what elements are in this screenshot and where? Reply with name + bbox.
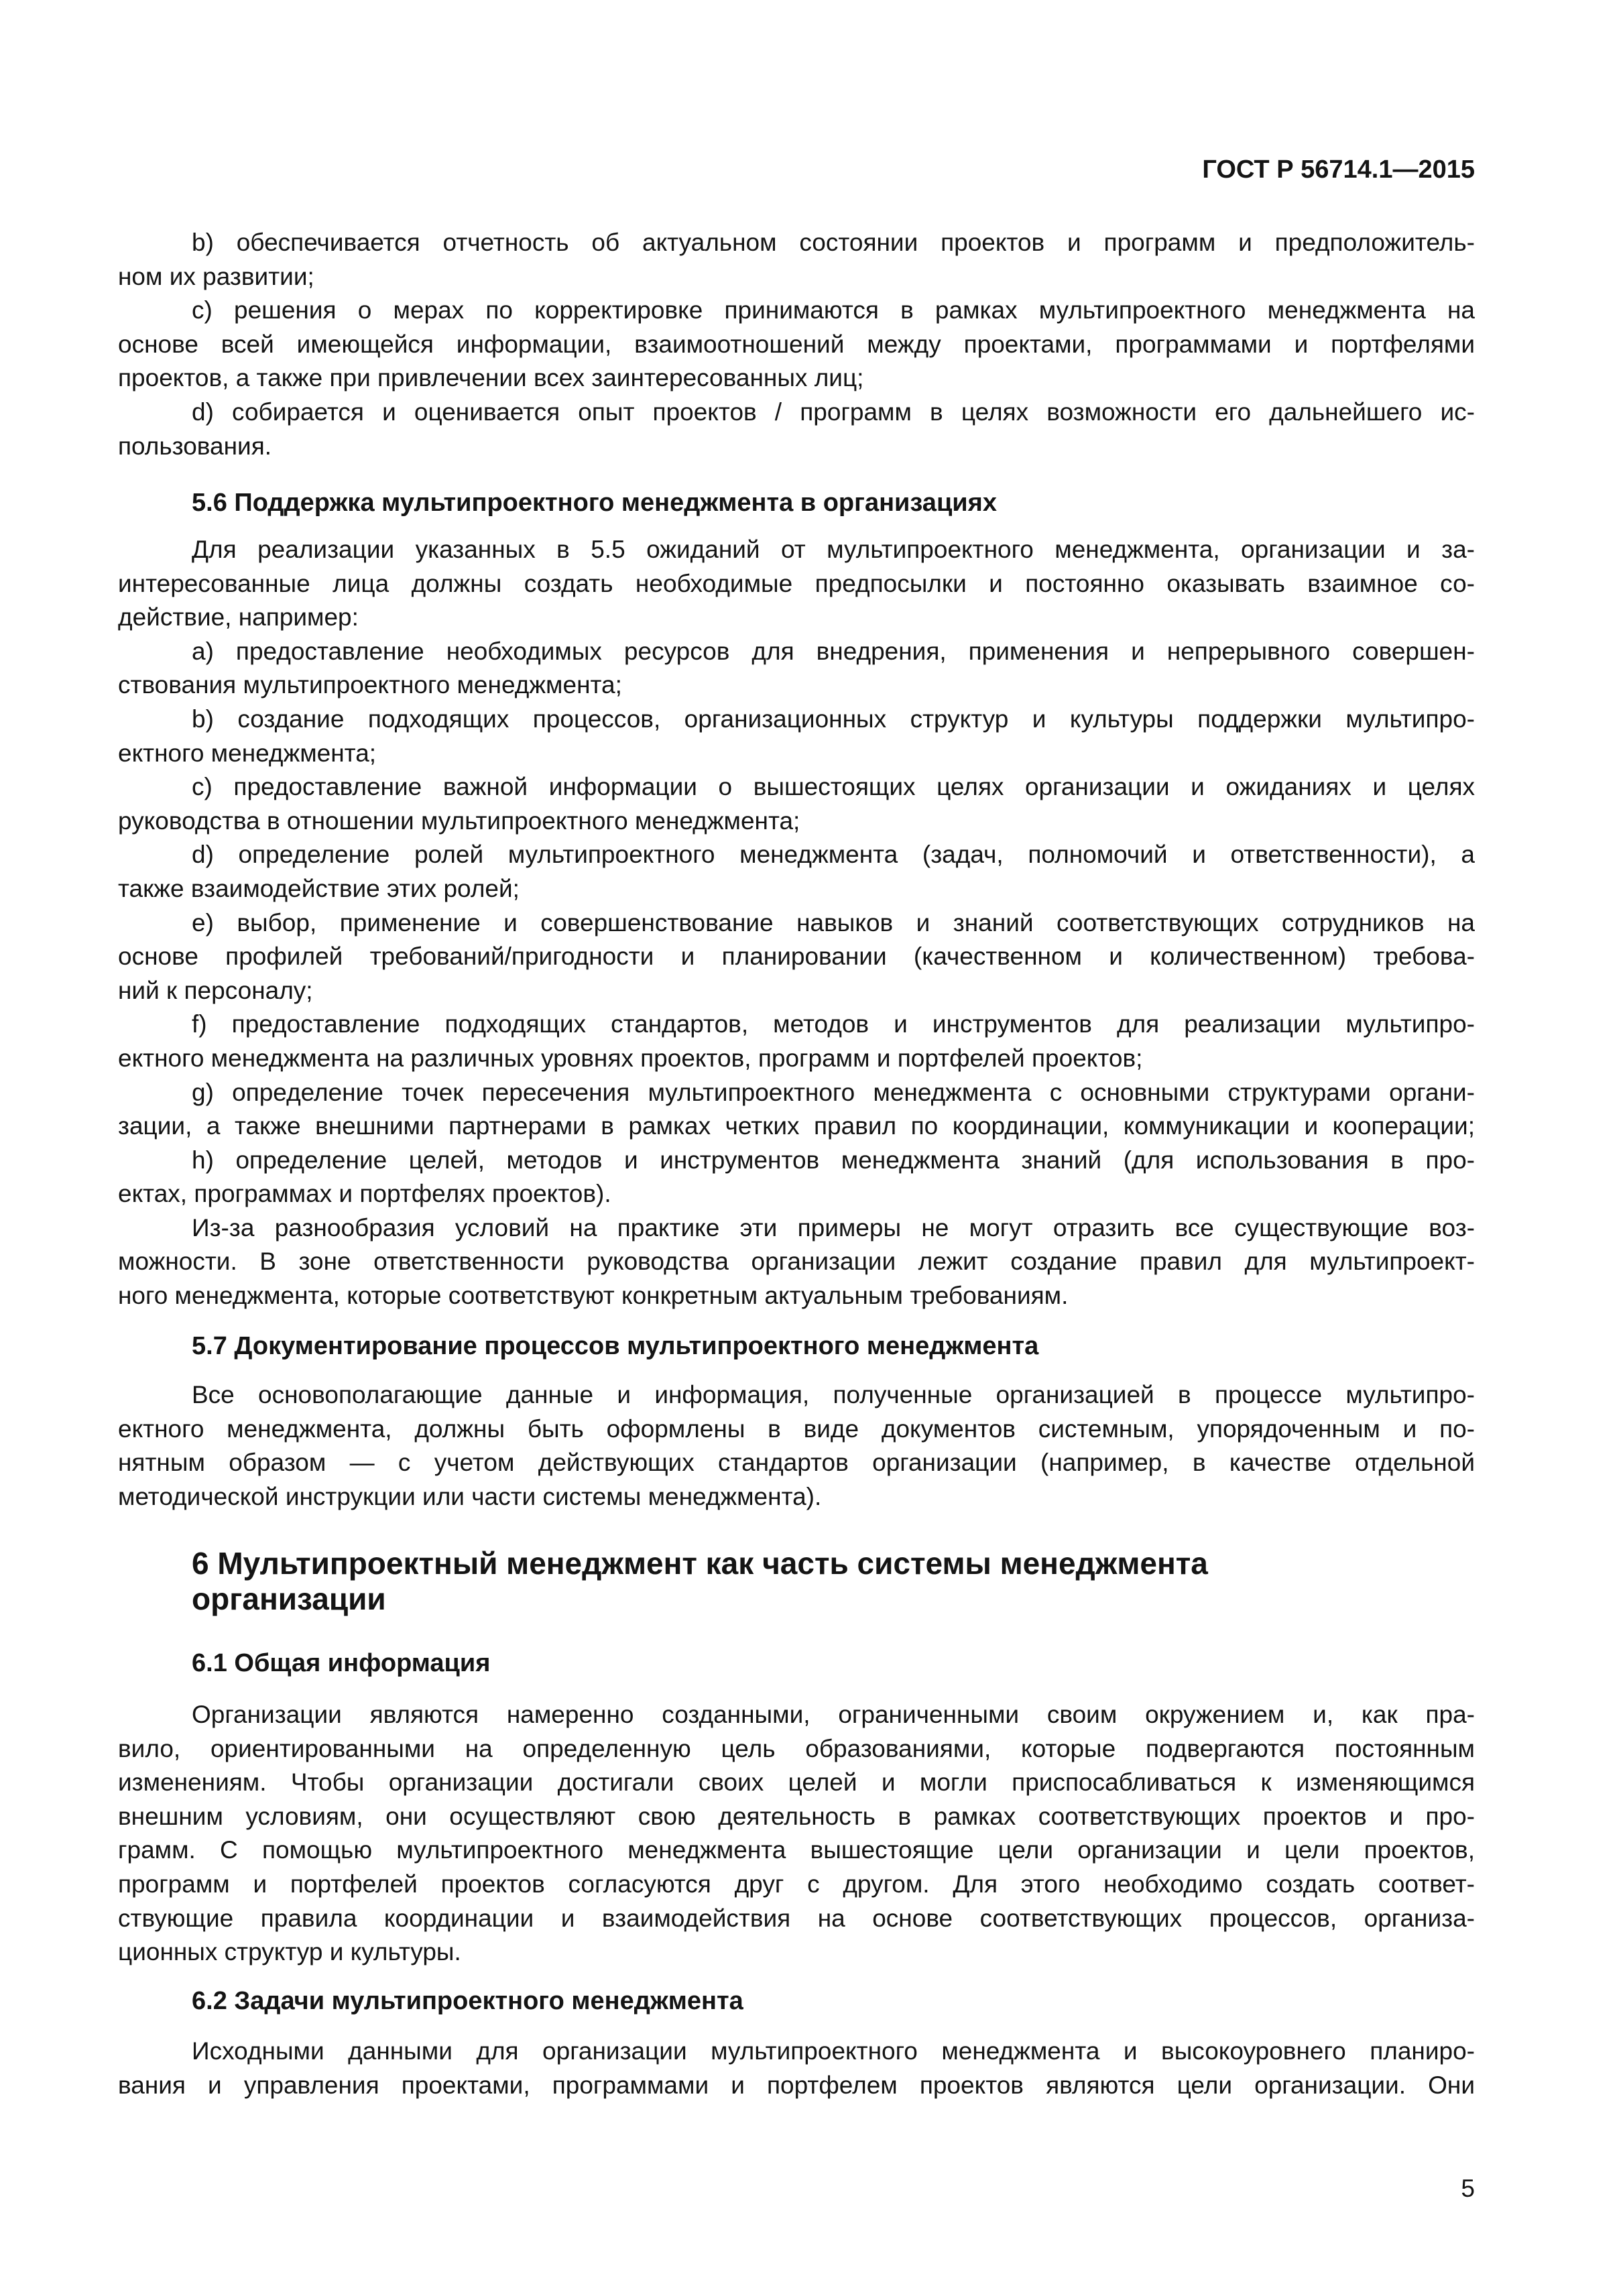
list-item-e: [118, 906, 1475, 1008]
text-line: g) определение точек пересечения мультипроектного менеджмента с основными структурами органи-: [192, 1078, 1475, 1106]
text-line: Все основополагающие данные и информация, полученные организацией в процессе мультипро-: [192, 1381, 1475, 1408]
section-body-5-7: [118, 1378, 1475, 1514]
page-number: 5: [1461, 2175, 1475, 2202]
section-heading-5-7: [118, 1329, 1475, 1364]
text-line: методической инструкции или части системы менеджмента).: [118, 1482, 822, 1510]
text-line: Из-за разнообразия условий на практике эти примеры не могут отразить все существующие воз-: [192, 1213, 1475, 1242]
heading-text: 6.1 Общая информация: [192, 1649, 491, 1677]
section-body-6-1: [118, 1698, 1475, 1970]
list-item-f: [118, 1008, 1475, 1075]
section-heading-6-2: [118, 1984, 1475, 2018]
list-item-g: [118, 1076, 1475, 1144]
text-line: внешним условиям, они осуществляют свою деятельность в рамках соответствующих проектов и про-: [118, 1802, 1475, 1830]
list-item-c: [118, 770, 1475, 838]
text-line: вило, ориентированными на определенную цель образованиями, которые подвергаются постоянным: [118, 1734, 1475, 1762]
list-continuation: [118, 226, 1475, 463]
list-item-a: [118, 635, 1475, 703]
section-heading-6-1: [118, 1646, 1475, 1681]
text-line: ствующие правила координации и взаимодействия на основе соответствующих процессов, организа-: [118, 1904, 1475, 1932]
text-line: e) выбор, применение и совершенствование навыков и знаний соответствующих сотрудников на: [192, 908, 1475, 936]
paragraph-intro: [118, 533, 1475, 635]
section-body-5-6: [118, 533, 1475, 1313]
text-line: основе профилей требований/пригодности и планировании (качественном и количественном) требова-: [118, 943, 1475, 971]
text-line: проектов, а также при привлечении всех заинтересованных лиц;: [118, 364, 864, 392]
text-line: ектного менеджмента, должны быть оформлены в виде документов системным, упорядоченным и по-: [118, 1414, 1475, 1443]
text-line: программ и портфелей проектов согласуются друг с другом. Для этого необходимо создать соответ-: [118, 1870, 1475, 1898]
text-line: пользования.: [118, 432, 272, 460]
text-line: ционных структур и культуры.: [118, 1938, 461, 1966]
list-item-d: [118, 838, 1475, 906]
text-line: h) определение целей, методов и инструментов менеджмента знаний (для использования в про-: [192, 1146, 1475, 1174]
text-line: ном их развитии;: [118, 262, 314, 290]
text-line: зации, а также внешними партнерами в рамках четких правил по координации, коммуникации и кооперации;: [118, 1112, 1475, 1140]
text-line: основе всей имеющейся информации, взаимоотношений между проектами, программами и портфелями: [118, 330, 1475, 358]
document-code-header: ГОСТ Р 56714.1—2015: [1202, 156, 1475, 184]
text-line: b) обеспечивается отчетность об актуальном состоянии проектов и программ и предположитель-: [192, 229, 1475, 256]
heading-text: организации: [192, 1581, 386, 1616]
heading-text: 5.6 Поддержка мультипроектного менеджмента в организациях: [192, 489, 997, 517]
text-line: f) предоставление подходящих стандартов, методов и инструментов для реализации мультипро-: [192, 1010, 1475, 1038]
text-line: интересованные лица должны создать необходимые предпосылки и постоянно оказывать взаимное со-: [118, 569, 1475, 597]
text-line: Для реализации указанных в 5.5 ожиданий от мультипроектного менеджмента, организации и за-: [192, 536, 1475, 563]
text-line: a) предоставление необходимых ресурсов для внедрения, применения и непрерывного совершен-: [192, 637, 1475, 665]
text-line: ектного менеджмента;: [118, 739, 377, 767]
text-line: ний к персоналу;: [118, 976, 313, 1004]
text-line: можности. В зоне ответственности руководства организации лежит создание правил для мультипроект-: [118, 1248, 1475, 1276]
chapter-heading-6: [118, 1546, 1475, 1617]
text-line: c) предоставление важной информации о вышестоящих целях организации и ожиданиях и целях: [192, 773, 1475, 801]
text-line: руководства в отношении мультипроектного менеджмента;: [118, 806, 800, 835]
text-line: вания и управления проектами, программами и портфелем проектов являются цели организации. Они: [118, 2071, 1475, 2099]
text-line: также взаимодействие этих ролей;: [118, 874, 520, 902]
text-line: ного менеджмента, которые соответствуют конкретным актуальным требованиям.: [118, 1282, 1069, 1310]
text-line: ствования мультипроектного менеджмента;: [118, 671, 622, 699]
section-body-6-2: [118, 2035, 1475, 2102]
heading-text: 6.2 Задачи мультипроектного менеджмента: [192, 1987, 743, 2015]
text-line: грамм. С помощью мультипроектного менеджмента вышестоящие цели организации и цели проектов,: [118, 1836, 1475, 1864]
text-line: ектах, программах и портфелях проектов).: [118, 1180, 611, 1208]
text-line: действие, например:: [118, 603, 359, 631]
list-item-h: [118, 1144, 1475, 1211]
list-item-d: [118, 396, 1475, 463]
text-line: c) решения о мерах по корректировке принимаются в рамках мультипроектного менеджмента на: [192, 296, 1475, 324]
list-item-b: [118, 703, 1475, 770]
text-line: b) создание подходящих процессов, организационных структур и культуры поддержки мультипро-: [192, 705, 1475, 733]
heading-text: 5.7 Документирование процессов мультипроектного менеджмента: [192, 1332, 1039, 1360]
list-item-b: [118, 226, 1475, 294]
section-heading-5-6: [118, 486, 1475, 520]
paragraph-closing: [118, 1211, 1475, 1313]
text-line: Исходными данными для организации мультипроектного менеджмента и высокоуровнего планиро-: [192, 2037, 1475, 2065]
text-line: ектного менеджмента на различных уровнях проектов, программ и портфелей проектов;: [118, 1044, 1143, 1072]
text-line: нятным образом — с учетом действующих стандартов организации (например, в качестве отдельной: [118, 1449, 1475, 1477]
heading-text: 6 Мультипроектный менеджмент как часть системы менеджмента: [192, 1546, 1208, 1581]
text-line: Организации являются намеренно созданными, ограниченными своим окружением и, как пра-: [192, 1701, 1475, 1728]
text-line: d) определение ролей мультипроектного менеджмента (задач, полномочий и ответственности), а: [192, 841, 1475, 869]
text-line: изменениям. Чтобы организации достигали своих целей и могли приспосабливаться к изменяющимся: [118, 1768, 1475, 1797]
text-line: d) собирается и оценивается опыт проектов / программ в целях возможности его дальнейшего ис-: [192, 398, 1475, 426]
list-item-c: [118, 294, 1475, 396]
